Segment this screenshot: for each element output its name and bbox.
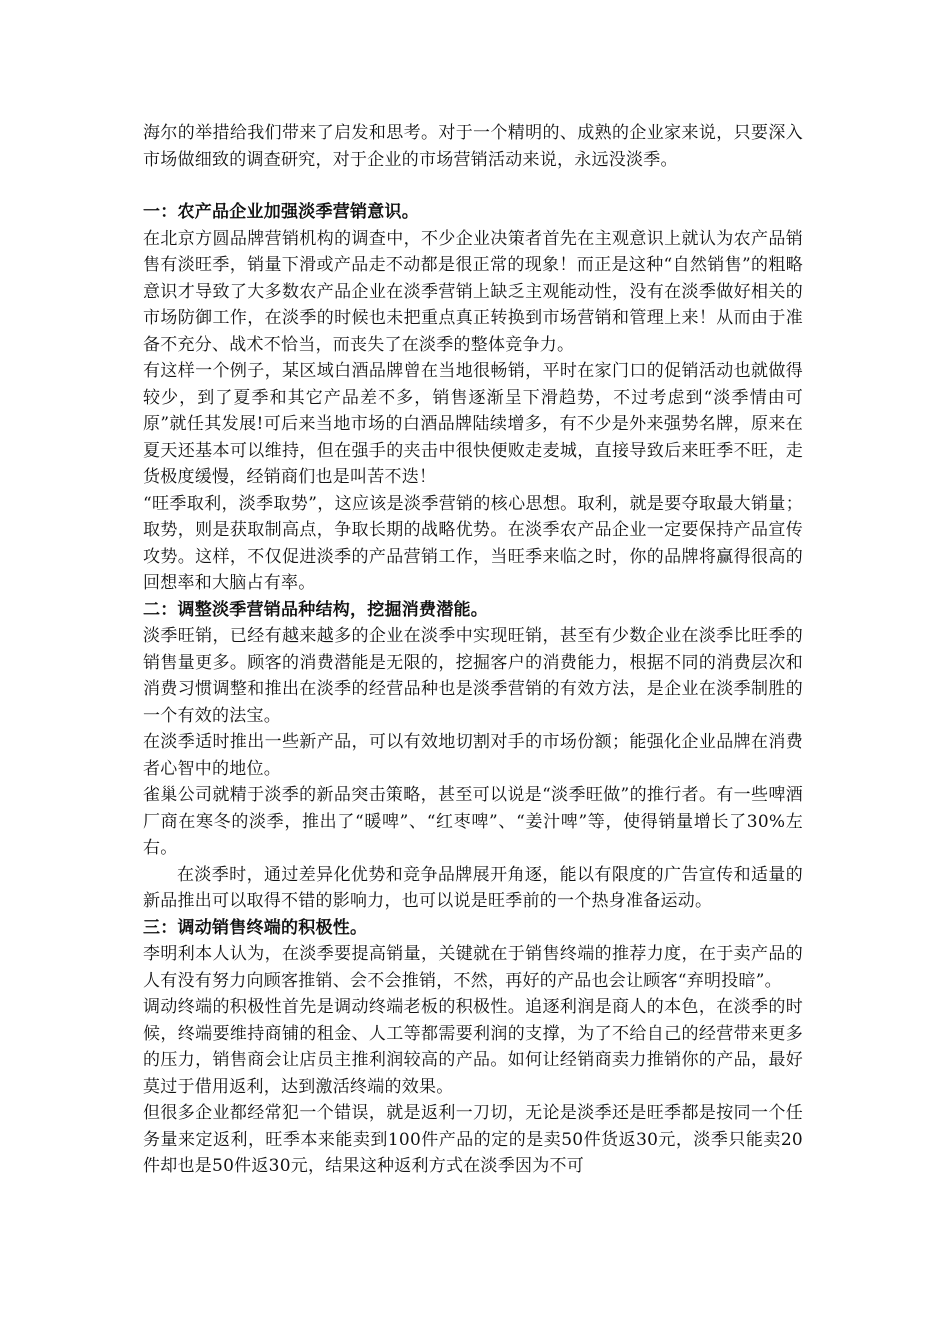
section-1-paragraph-2: 有这样一个例子，某区域白酒品牌曾在当地很畅销，平时在家门口的促销活动也就做得较少，到了夏季和其它产品差不多，销售逐渐呈下滑趋势，不过考虑到“淡季情由可原”就任其发展!可后来当地市场的白酒品牌陆续增多，有不少是外来强势名牌，原来在夏天还基本可以维持，但在强手的夹击中很快便败走麦城，直接导致后来旺季不旺，走货极度缓慢，经销商们也是叫苦不迭！ [143,361,803,487]
section-2-heading: 二：调整淡季营销品种结构，挖掘消费潜能。 [143,599,488,620]
spacer [143,173,803,199]
section-2-indented-paragraph: 在淡季时，通过差异化优势和竞争品牌展开角逐，能以有限度的广告宣传和适量的新品推出可以取得不错的影响力，也可以说是旺季前的一个热身准备运动。 [143,864,803,911]
section-3-paragraph-3: 但很多企业都经常犯一个错误，就是返利一刀切，无论是淡季还是旺季都是按同一个任务量来定返利，旺季本来能卖到100件产品的定的是卖50件货返30元，淡季只能卖20件却也是50件返30元，结果这种返利方式在淡季因为不可 [143,1103,803,1176]
section-3-paragraph-1: 李明利本人认为，在淡季要提高销量，关键就在于销售终端的推荐力度，在于卖产品的人有没有努力向顾客推销、会不会推销，不然，再好的产品也会让顾客“弃明投暗”。 [143,944,803,991]
section-2-paragraph-1: 淡季旺销，已经有越来越多的企业在淡季中实现旺销，甚至有少数企业在淡季比旺季的销售量更多。顾客的消费潜能是无限的，挖掘客户的消费能力，根据不同的消费层次和消费习惯调整和推出在淡季的经营品种也是淡季营销的有效方法，是企业在淡季制胜的一个有效的法宝。 [143,626,803,726]
section-3-paragraph-2: 调动终端的积极性首先是调动终端老板的积极性。追逐利润是商人的本色，在淡季的时候，终端要维持商铺的租金、人工等都需要利润的支撑，为了不给自己的经营带来更多的压力，销售商会让店员主推利润较高的产品。如何让经销商卖力推销你的产品，最好莫过于借用返利，达到激活终端的效果。 [143,997,803,1097]
section-1-paragraph-1: 在北京方圆品牌营销机构的调查中，不少企业决策者首先在主观意识上就认为农产品销售有淡旺季，销量下滑或产品走不动都是很正常的现象！而正是这种“自然销售”的粗略意识才导致了大多数农产品企业在淡季营销上缺乏主观能动性，没有在淡季做好相关的市场防御工作，在淡季的时候也未把重点真正转换到市场营销和管理上来！从而由于准备不充分、战术不恰当，而丧失了在淡季的整体竞争力。 [143,228,803,355]
section-2-paragraph-2: 在淡季适时推出一些新产品，可以有效地切割对手的市场份额；能强化企业品牌在消费者心智中的地位。 [143,732,803,779]
section-1-heading: 一：农产品企业加强淡季营销意识。 [143,202,419,222]
section-1-paragraph-3: “旺季取利，淡季取势”，这应该是淡季营销的核心思想。取利，就是要夺取最大销量；取势，则是获取制高点，争取长期的战略优势。在淡季农产品企业一定要保持产品宣传攻势。这样，不仅促进淡季的产品营销工作，当旺季来临之时，你的品牌将赢得很高的回想率和大脑占有率。 [143,493,803,593]
intro-paragraph: 海尔的举措给我们带来了启发和思考。对于一个精明的、成熟的企业家来说，只要深入市场做细致的调查研究，对于企业的市场营销活动来说，永远没淡季。 [143,123,803,170]
document-page [143,120,803,1180]
section-3-heading: 三：调动销售终端的积极性。 [143,917,368,938]
section-2-paragraph-3: 雀巢公司就精于淡季的新品突击策略，甚至可以说是“淡季旺做”的推行者。有一些啤酒厂商在寒冬的淡季，推出了“暖啤”、“红枣啤”、“姜汁啤”等，使得销量增长了30%左右。 [143,785,803,858]
